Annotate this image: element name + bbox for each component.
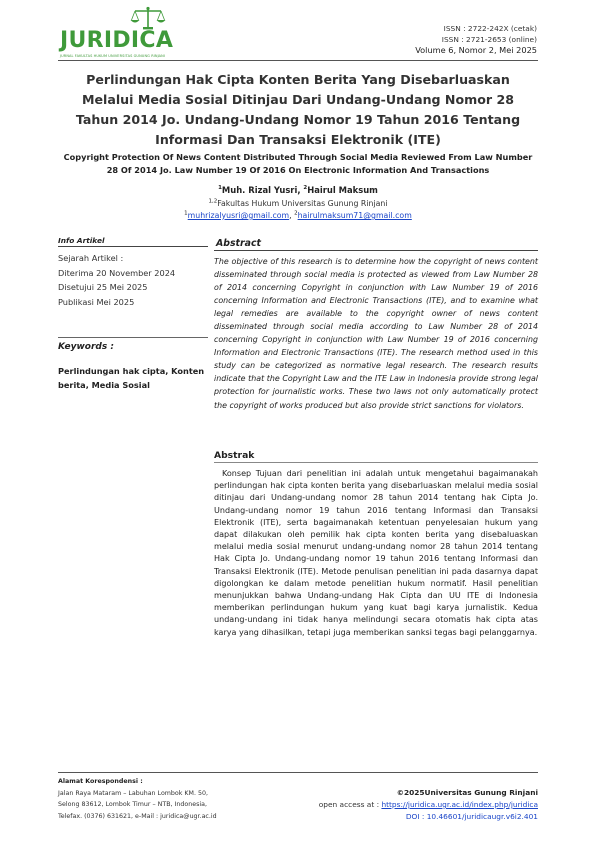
article-title: Perlindungan Hak Cipta Konten Berita Yang Disebarluaskan Melalui Media Sosial Ditinjau Dari Undang-Undang Nomor 28 Tahun 2014 Jo. Undang-Undang Nomor 19 Tahun 2016 Tentang Informasi Dan Transaksi Elektronik (ITE) bbox=[75, 72, 521, 147]
issn-online: ISSN : 2721-2653 (online) bbox=[441, 35, 537, 44]
journal-subtitle: JURNAL FAKULTAS HUKUM UNIVERSITAS GUNUNG RINJANI bbox=[60, 54, 165, 58]
email-link-2[interactable]: hairulmaksum71@gmail.com bbox=[297, 211, 412, 220]
open-access-label: open access at : bbox=[318, 800, 382, 809]
address-line: Jalan Raya Mataram – Labuhan Lombok KM. 50, bbox=[58, 789, 209, 797]
address-line: Selong 83612, Lombok Timur – NTB, Indonesia, bbox=[58, 801, 207, 808]
article-info-heading: Info Artikel bbox=[58, 236, 105, 245]
publication-footer bbox=[319, 787, 538, 823]
email2-sup: 2 bbox=[294, 210, 298, 217]
abstrak-heading: Abstrak bbox=[214, 450, 255, 461]
keywords-heading: Keywords : bbox=[58, 342, 114, 352]
header-divider bbox=[58, 60, 538, 61]
abstract-heading: Abstract bbox=[216, 238, 262, 249]
contact-line: Telefax. (0376) 631621, e-Mail : juridica@ugr.ac.id bbox=[58, 812, 217, 820]
author-name: Hairul Maksum bbox=[307, 185, 378, 195]
copyright: ©2025Universitas Gunung Rinjani bbox=[396, 788, 538, 797]
open-access-line bbox=[319, 799, 538, 811]
email-separator: , bbox=[289, 211, 295, 220]
received-date: Diterima 20 November 2024 bbox=[58, 267, 176, 278]
doi: DOI : 10.46601/juridicaugr.v6i2.401 bbox=[405, 812, 538, 821]
author-list bbox=[60, 185, 536, 195]
footer-divider bbox=[58, 772, 538, 773]
email1-sup: 1 bbox=[184, 210, 188, 217]
abstract-text: The objective of this research is to determine how the copyright of news content disseminated through social media is protected as viewed from Law Number 28 of 2014 concerning Copyright in conjunction with Law Number 19 of 2016 concerning Information and Electronic Transactions (ITE), and to examine what legal remedies are available to the copyright owner of news content disseminated through social media according to Law Number 28 of 2014 concerning Copyright in conjunction with Law Number 19 of 2016 concerning Information and Electronic Transactions (ITE). The research method used in this study can be categorized as normative legal research. The research results indicate that the Copyright Law and the ITE Law in Indonesia provide strong legal protection for journalistic works. These two laws not only automatically protect the copyright of works produced but also provide strict sanctions for violators. bbox=[214, 257, 538, 410]
issn-print: ISSN : 2722-242X (cetak) bbox=[443, 24, 537, 33]
volume-info: Volume 6, Nomor 2, Mei 2025 bbox=[415, 45, 537, 55]
scales-of-justice-icon bbox=[130, 6, 166, 30]
keywords-divider bbox=[58, 337, 208, 338]
affiliation-text: Fakultas Hukum Universitas Gunung Rinjani bbox=[217, 199, 388, 208]
email-link-1[interactable]: muhrizalyusri@gmail.com bbox=[187, 211, 290, 220]
journal-logo bbox=[60, 6, 180, 58]
correspondence-heading: Alamat Korespondensi : bbox=[58, 778, 143, 785]
abstrak-divider bbox=[214, 462, 538, 463]
article-info-divider bbox=[58, 246, 208, 247]
keywords-list: Perlindungan hak cipta, Konten berita, Media Sosial bbox=[58, 366, 205, 390]
author-separator: , bbox=[297, 185, 304, 195]
abstrak-text: Konsep Tujuan dari penelitian ini adalah untuk mengetahui bagaimanakah perlindungan hak cipta konten berita yang disebarluaskan melalui media sosial ditinjau dari Undang-undang nomor 28 tahun 2014 tentang hak Cipta Jo. Undang-undang nomor 19 tahun 2016 tentang Informasi dan Transaksi Elektronik (ITE), serta bagaimanakah ketentuan penyelesaian hukum yang dapat dilakukan oleh pemilik hak cipta konten berita yang disebaluaskan melalui media sosial menurut undang-undang nomor 28 tahun 2014 tentang Hak Cipta Jo. Undang-undang nomor 19 tahun 2016 tentang Informasi dan Transaksi Elektronik (ITE). Metode penulisan penelitian ini pada dasarnya dapat digolongkan ke dalam metode penelitian hukum normatif. Hasil penelitian menunjukkan bahwa Undang-undang Hak Cipta dan UU ITE di Indonesia memberikan perlindungan hukum yang kuat bagi karya jurnalistik. Kedua undang-undang ini tidak hanya melindungi secara otomatis hak cipta atas karya yang dihasilkan, tetapi juga memberikan sanksi tegas bagi pelanggarnya. bbox=[214, 469, 538, 637]
author2-sup: 2 bbox=[303, 185, 308, 192]
correspondence-address bbox=[58, 776, 258, 822]
abstract-divider bbox=[214, 250, 538, 251]
article-history bbox=[58, 251, 208, 309]
published-date: Publikasi Mei 2025 bbox=[58, 296, 135, 307]
accepted-date: Disetujui 25 Mei 2025 bbox=[58, 282, 148, 292]
author-name: Muh. Rizal Yusri bbox=[221, 185, 298, 195]
history-label: Sejarah Artikel : bbox=[58, 253, 124, 263]
journal-name: JURIDICA bbox=[60, 28, 174, 53]
journal-info bbox=[415, 23, 537, 56]
author-emails bbox=[60, 211, 536, 220]
affiliation-sup: 1,2 bbox=[208, 198, 218, 205]
article-title-english: Copyright Protection Of News Content Distributed Through Social Media Reviewed From Law Number 28 Of 2014 Jo. Law Number 19 Of 2016 On Electronic Information And Transactions bbox=[63, 152, 533, 175]
open-access-link[interactable]: https://juridica.ugr.ac.id/index.php/juridica bbox=[381, 800, 538, 809]
affiliation bbox=[60, 199, 536, 208]
author1-sup: 1 bbox=[218, 185, 222, 192]
